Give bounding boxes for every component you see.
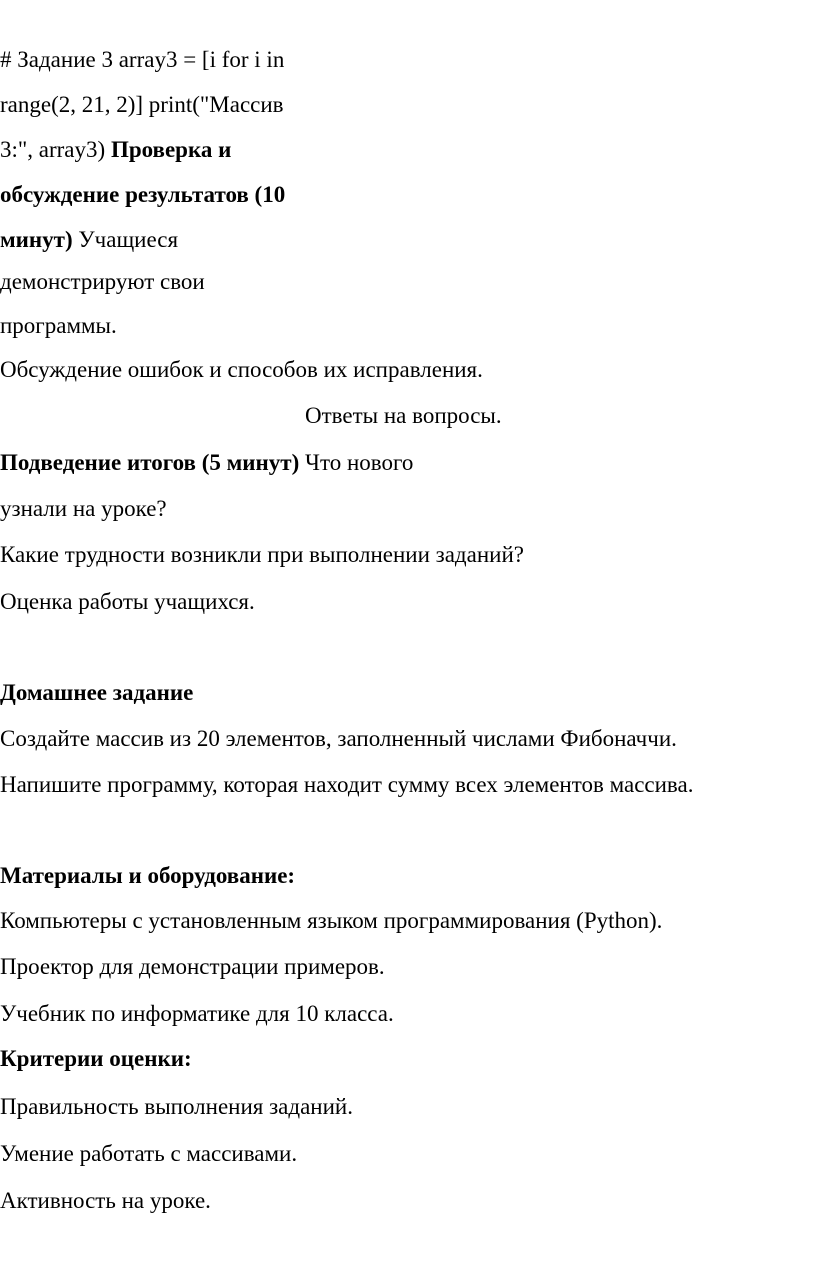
criteria-heading [0, 1044, 192, 1074]
materials-heading-text: Материалы и оборудование: [0, 863, 296, 888]
homework-text: Создайте массив из 20 элементов, заполненный числами Фибоначчи. [0, 726, 677, 751]
review-text: программы. [0, 313, 117, 338]
criteria-text: Активность на уроке. [0, 1188, 211, 1213]
review-text: Учащиеся [78, 227, 179, 252]
materials-text: Проектор для демонстрации примеров. [0, 954, 385, 979]
review-line-5 [0, 311, 117, 341]
review-line-3 [0, 225, 178, 255]
materials-text: Учебник по информатике для 10 класса. [0, 1001, 394, 1026]
review-heading: обсуждение результатов (10 [0, 182, 286, 207]
code-line-2 [0, 90, 284, 120]
review-text: Ответы на вопросы. [305, 403, 502, 428]
summary-question: узнали на уроке? [0, 496, 167, 521]
summary-line-4 [0, 587, 255, 617]
homework-item-1 [0, 724, 677, 754]
summary-question: Что нового [305, 450, 414, 475]
materials-text: Компьютеры с установленным языком программирования (Python). [0, 908, 663, 933]
review-answers [305, 401, 502, 431]
code-line-1 [0, 45, 284, 75]
review-text: Обсуждение ошибок и способов их исправления. [0, 357, 483, 382]
review-errors [0, 355, 483, 385]
homework-heading-text: Домашнее задание [0, 680, 194, 705]
summary-text: Оценка работы учащихся. [0, 589, 255, 614]
review-text: демонстрируют свои [0, 269, 205, 294]
review-line-4 [0, 267, 205, 297]
code-line-3 [0, 135, 231, 165]
summary-heading: Подведение итогов (5 минут) [0, 450, 300, 475]
review-heading: минут) [0, 227, 73, 252]
summary-question: Какие трудности возникли при выполнении заданий? [0, 542, 524, 567]
materials-item-2 [0, 952, 385, 982]
summary-line-2 [0, 494, 167, 524]
criteria-text: Умение работать с массивами. [0, 1141, 298, 1166]
criteria-item-1 [0, 1092, 353, 1122]
code-text: 3:", array3) [0, 137, 106, 162]
criteria-text: Правильность выполнения заданий. [0, 1094, 353, 1119]
materials-item-1 [0, 906, 662, 936]
summary-line-3 [0, 540, 524, 570]
criteria-item-2 [0, 1139, 297, 1169]
homework-text: Напишите программу, которая находит сумму всех элементов массива. [0, 772, 694, 797]
summary-line-1 [0, 448, 413, 478]
code-text: range(2, 21, 2)] print("Массив [0, 92, 284, 117]
criteria-item-3 [0, 1186, 211, 1216]
review-heading: Проверка и [110, 137, 232, 162]
review-heading-line [0, 180, 285, 210]
materials-heading [0, 861, 295, 891]
homework-item-2 [0, 770, 693, 800]
criteria-heading-text: Критерии оценки: [0, 1046, 192, 1071]
code-text: # Задание 3 array3 = [i for i in [0, 47, 285, 72]
materials-item-3 [0, 999, 394, 1029]
homework-heading [0, 678, 193, 708]
